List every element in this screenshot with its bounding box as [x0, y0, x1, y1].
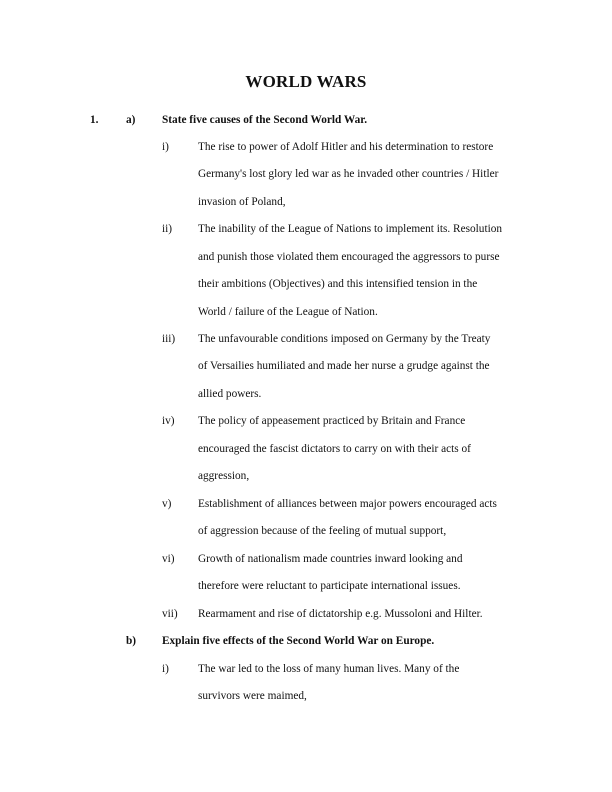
item-numeral: i): [162, 663, 169, 675]
item-numeral: vi): [162, 553, 175, 565]
item-text: The unfavourable conditions imposed on Germany by the Treaty: [198, 333, 491, 345]
item-text: aggression,: [198, 470, 250, 482]
item-numeral: iii): [162, 333, 176, 345]
item-numeral: v): [162, 498, 172, 510]
item-text: survivors were maimed,: [198, 690, 307, 702]
item-text: their ambitions (Objectives) and this intensified tension in the: [198, 278, 478, 290]
item-text: of aggression because of the feeling of mutual support,: [198, 525, 447, 537]
item-text: World / failure of the League of Nation.: [198, 306, 378, 318]
item-numeral: i): [162, 141, 169, 153]
part-label-a: a): [126, 114, 136, 126]
item-numeral: iv): [162, 415, 175, 427]
question-number: 1.: [90, 114, 99, 126]
part-prompt-a: State five causes of the Second World War.: [162, 114, 368, 126]
item-text: The war led to the loss of many human lives. Many of the: [198, 663, 460, 675]
item-numeral: ii): [162, 223, 173, 235]
page-title: WORLD WARS: [245, 72, 367, 91]
item-text: The inability of the League of Nations to implement its. Resolution: [198, 223, 503, 235]
item-text: invasion of Poland,: [198, 196, 286, 208]
item-text: and punish those violated them encouraged the aggressors to purse: [198, 251, 500, 263]
item-text: The policy of appeasement practiced by Britain and France: [198, 415, 466, 427]
item-numeral: vii): [162, 608, 178, 620]
item-text: Establishment of alliances between major powers encouraged acts: [198, 498, 497, 510]
item-text: of Versailies humiliated and made her nurse a grudge against the: [198, 360, 490, 372]
part-prompt-b: Explain five effects of the Second World War on Europe.: [162, 635, 435, 647]
item-text: allied powers.: [198, 388, 262, 400]
part-label-b: b): [126, 635, 137, 647]
item-text: therefore were reluctant to participate international issues.: [198, 580, 461, 592]
item-text: Germany's lost glory led war as he invaded other countries / Hitler: [198, 168, 499, 180]
item-text: Growth of nationalism made countries inward looking and: [198, 553, 463, 565]
item-text: Rearmament and rise of dictatorship e.g. Mussoloni and Hilter.: [198, 608, 483, 620]
item-text: encouraged the fascist dictators to carry on with their acts of: [198, 443, 471, 455]
item-text: The rise to power of Adolf Hitler and his determination to restore: [198, 141, 494, 153]
